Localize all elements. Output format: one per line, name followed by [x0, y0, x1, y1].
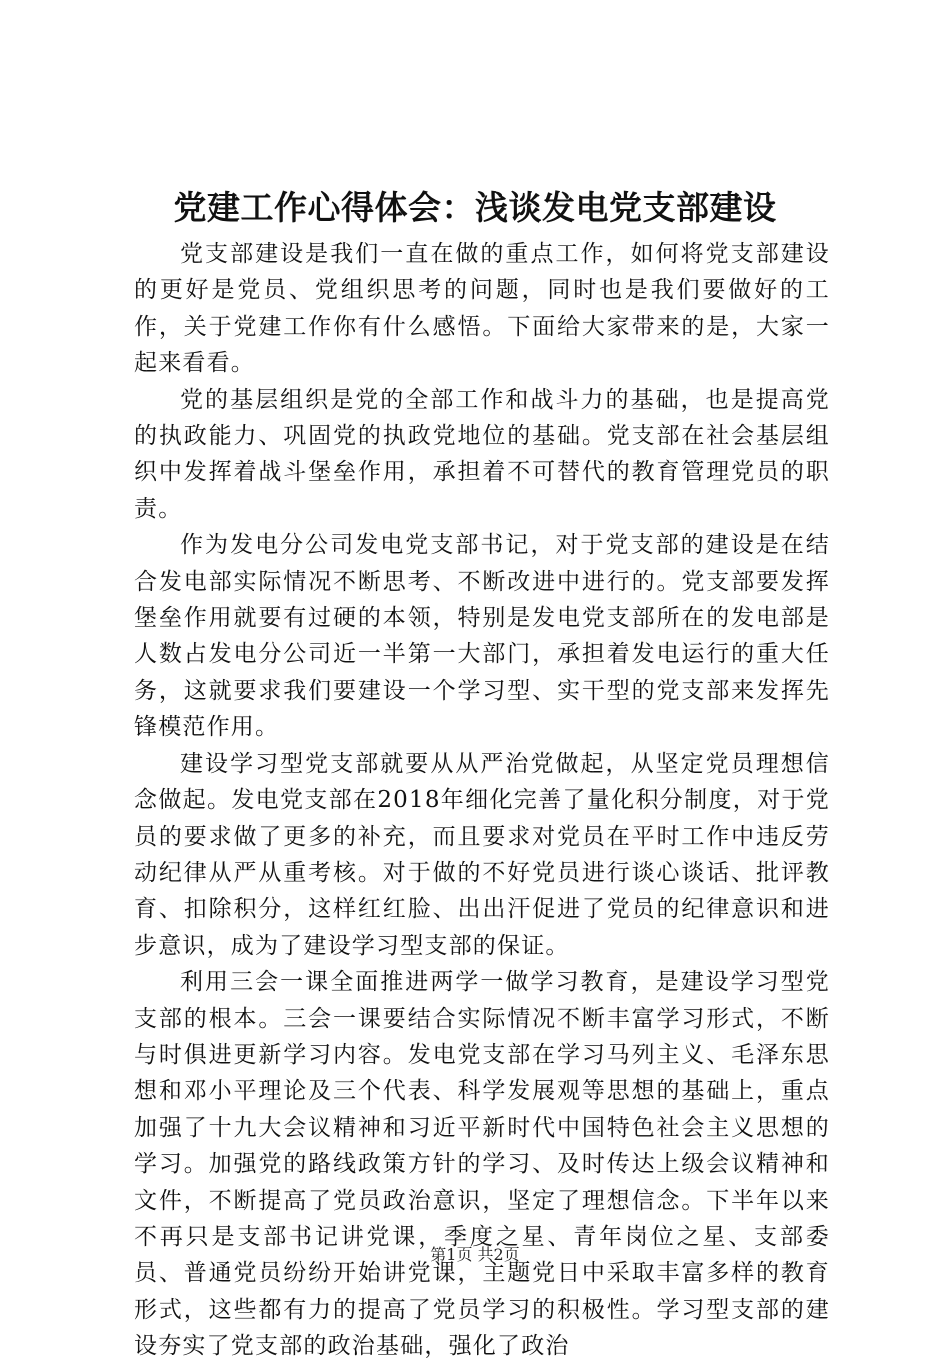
document-body [134, 236, 830, 1365]
paragraph-5: 利用三会一课全面推进两学一做学习教育，是建设学习型党支部的根本。三会一课要结合实际情况不断丰富学习形式，不断与时俱进更新学习内容。发电党支部在学习马列主义、毛泽东思想和邓小平理论及三个代表、科学发展观等思想的基础上，重点加强了十九大会议精神和习近平新时代中国特色社会主义思想的学习。加强党的路线政策方针的学习、及时传达上级会议精神和文件，不断提高了党员政治意识，坚定了理想信念。下半年以来不再只是支部书记讲党课，季度之星、青年岗位之星、支部委员、普通党员纷纷开始讲党课，主题党日中采取丰富多样的教育形式，这些都有力的提高了党员学习的积极性。学习型支部的建设夯实了党支部的政治基础，强化了政治 [134, 969, 830, 1360]
page-number-footer: 第1页 共2页 [430, 1245, 520, 1264]
document-title: 党建工作心得体会：浅谈发电党支部建设 [173, 188, 777, 227]
paragraph-4: 建设学习型党支部就要从从严治党做起，从坚定党员理想信念做起。发电党支部在2018年细化完善了量化积分制度，对于党员的要求做了更多的补充，而且要求对党员在平时工作中违反劳动纪律从严从重考核。对于做的不好党员进行谈心谈话、批评教育、扣除积分，这样红红脸、出出汗促进了党员的纪律意识和进步意识，成为了建设学习型支部的保证。 [134, 750, 830, 959]
paragraph-3: 作为发电分公司发电党支部书记，对于党支部的建设是在结合发电部实际情况不断思考、不断改进中进行的。党支部要发挥堡垒作用就要有过硬的本领，特别是发电党支部所在的发电部是人数占发电分公司近一半第一大部门，承担着发电运行的重大任务，这就要求我们要建设一个学习型、实干型的党支部来发挥先锋模范作用。 [134, 532, 830, 741]
paragraph-1: 党支部建设是我们一直在做的重点工作，如何将党支部建设的更好是党员、党组织思考的问题，同时也是我们要做好的工作，关于党建工作你有什么感悟。下面给大家带来的是，大家一起来看看。 [134, 241, 830, 377]
paragraph-2: 党的基层组织是党的全部工作和战斗力的基础，也是提高党的执政能力、巩固党的执政党地位的基础。党支部在社会基层组织中发挥着战斗堡垒作用，承担着不可替代的教育管理党员的职责。 [134, 386, 830, 522]
